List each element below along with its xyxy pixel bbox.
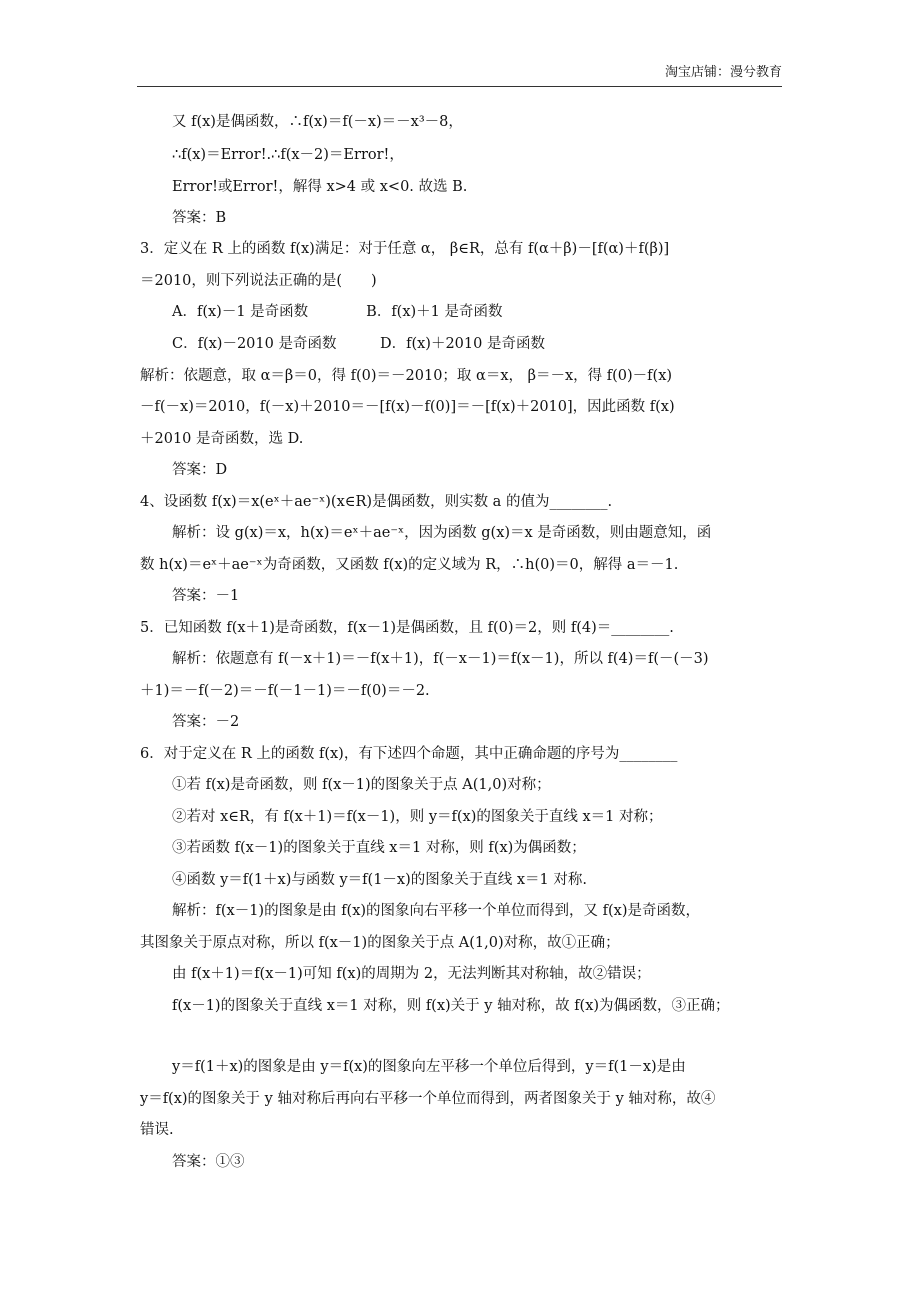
text-line: 又 f(x)是偶函数，∴f(x)＝f(－x)＝－x³－8， [172, 114, 463, 130]
text-line: 解析：依题意有 f(－x＋1)＝－f(x＋1)，f(－x－1)＝f(x－1)，所以 f(4)＝f(－(－3) [172, 651, 709, 667]
text-line: 其图象关于原点对称，所以 f(x－1)的图象关于点 A(1,0)对称，故①正确； [140, 935, 620, 951]
text-line: f(x－1)的图象关于直线 x＝1 对称，则 f(x)关于 y 轴对称，故 f(x)为偶函数，③正确； [172, 998, 730, 1014]
option-line: C．f(x)－2010 是奇函数 D．f(x)＋2010 是奇函数 [172, 336, 545, 352]
answer-line: 答案：B [172, 210, 227, 226]
page-header [137, 64, 782, 87]
answer-line: 答案：D [172, 462, 228, 478]
text-line: 解析：设 g(x)＝x，h(x)＝eˣ＋ae⁻ˣ，因为函数 g(x)＝x 是奇函数，则由题意知，函 [172, 525, 712, 541]
option-line: A．f(x)－1 是奇函数 B．f(x)＋1 是奇函数 [172, 304, 503, 320]
question-line: 6．对于定义在 R 上的函数 f(x)，有下述四个命题，其中正确命题的序号为________ [140, 746, 678, 762]
question-line: 3．定义在 R 上的函数 f(x)满足：对于任意 α， β∈R，总有 f(α＋β)－[f(α)＋f(β)] [140, 241, 670, 257]
question-line: 4、设函数 f(x)＝x(eˣ＋ae⁻ˣ)(x∈R)是偶函数，则实数 a 的值为________. [140, 494, 613, 510]
proposition-line: ④函数 y＝f(1＋x)与函数 y＝f(1－x)的图象关于直线 x＝1 对称. [172, 872, 587, 888]
text-line: 解析：f(x－1)的图象是由 f(x)的图象向右平移一个单位而得到，又 f(x)是奇函数， [172, 903, 701, 919]
question-line: 5．已知函数 f(x＋1)是奇函数，f(x－1)是偶函数，且 f(0)＝2，则 f(4)＝________. [140, 620, 674, 636]
text-line: Error!或Error!，解得 x>4 或 x<0. 故选 B. [172, 179, 468, 195]
text-line: 错误. [140, 1122, 174, 1138]
answer-line: 答案：－1 [172, 588, 240, 604]
text-line: ＋1)＝－f(－2)＝－f(－1－1)＝－f(0)＝－2. [140, 683, 430, 699]
text-line: y＝f(1＋x)的图象是由 y＝f(x)的图象向左平移一个单位后得到，y＝f(1－x)是由 [172, 1059, 686, 1075]
text-line: ∴f(x)＝Error!.∴f(x－2)＝Error!， [172, 147, 404, 163]
text-line: －f(－x)＝2010，f(－x)＋2010＝－[f(x)－f(0)]＝－[f(x)＋2010]，因此函数 f(x) [140, 399, 675, 415]
answer-line: 答案：①③ [172, 1154, 245, 1170]
text-line: 由 f(x＋1)＝f(x－1)可知 f(x)的周期为 2，无法判断其对称轴，故②错误； [172, 966, 651, 982]
question-line: ＝2010，则下列说法正确的是( ) [140, 273, 377, 289]
proposition-line: ③若函数 f(x－1)的图象关于直线 x＝1 对称，则 f(x)为偶函数； [172, 840, 586, 856]
text-line: 数 h(x)＝eˣ＋ae⁻ˣ为奇函数，又函数 f(x)的定义域为 R，∴h(0)＝0，解得 a＝－1. [140, 557, 679, 573]
shop-name: 淘宝店铺：漫兮教育 [664, 65, 782, 80]
answer-line: 答案：－2 [172, 714, 240, 730]
text-line: ＋2010 是奇函数，选 D. [140, 431, 304, 447]
proposition-line: ②若对 x∈R，有 f(x＋1)＝f(x－1)，则 y＝f(x)的图象关于直线 x＝1 对称； [172, 809, 663, 825]
proposition-line: ①若 f(x)是奇函数，则 f(x－1)的图象关于点 A(1,0)对称； [172, 777, 551, 793]
text-line: y＝f(x)的图象关于 y 轴对称后再向右平移一个单位而得到，两者图象关于 y 轴对称，故④ [140, 1091, 716, 1107]
text-line: 解析：依题意，取 α＝β＝0，得 f(0)＝－2010；取 α＝x， β＝－x，得 f(0)－f(x) [140, 368, 673, 384]
